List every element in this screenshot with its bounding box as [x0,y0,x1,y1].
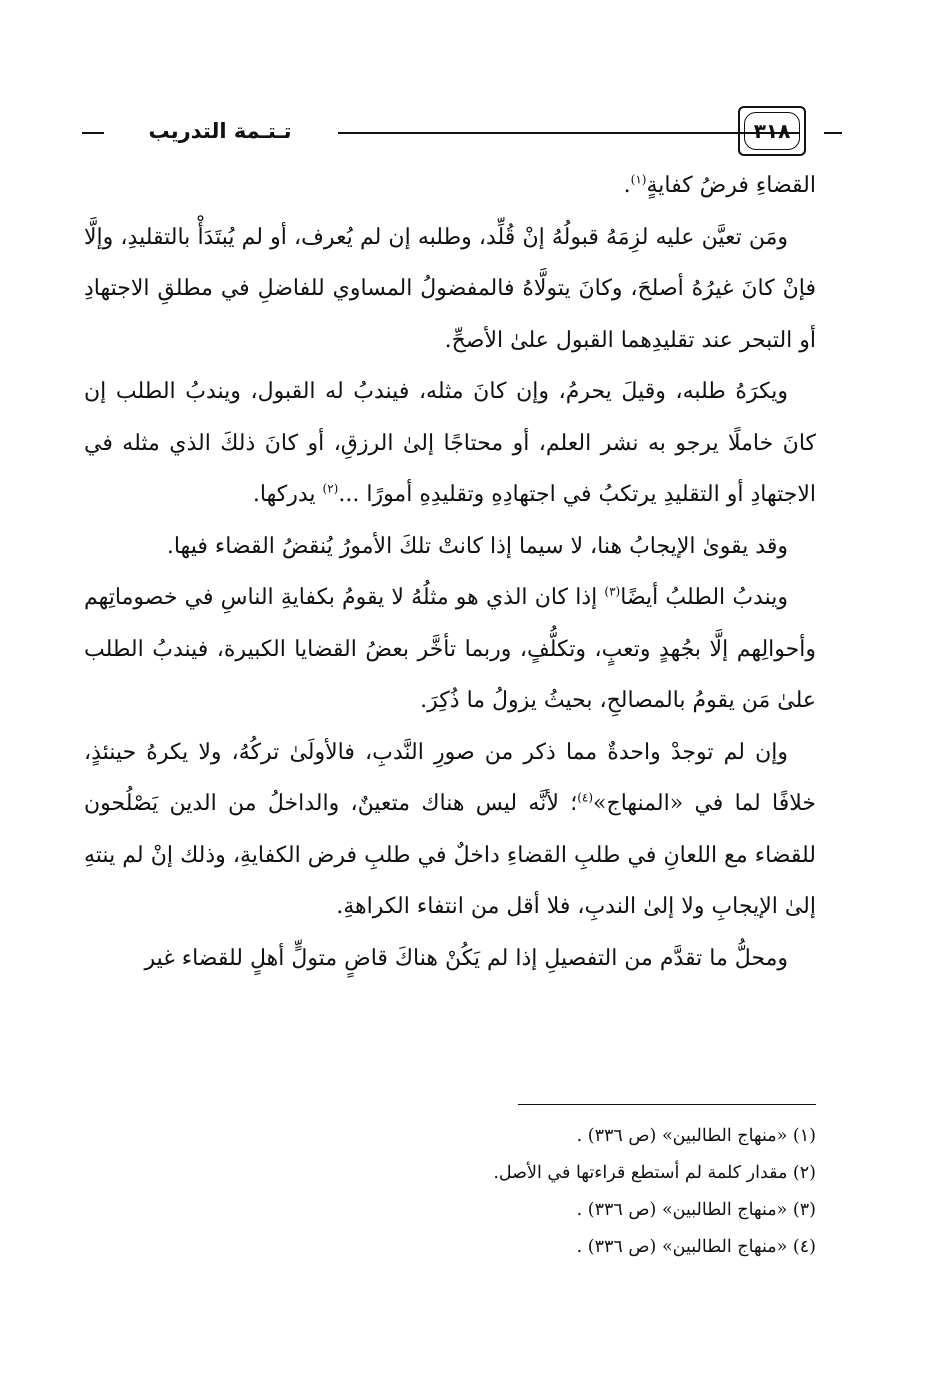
paragraph [84,572,816,727]
page-number: ٣١٨ [744,112,800,150]
main-text [84,160,816,984]
paragraph-text: ومَن تعيَّن عليه لزِمَهُ قبولُهُ إنْ قُلِّد، وطلبه إن لم يُعرف، أو لم يُبتَدَأْ بالتقليدِ، وإلَّا فإنْ كانَ غيرُهُ أصلحَ، وكانَ يتولَّاهُ فالمفضولُ المساوي للفاضلِ في مطلقِ الاجتهادِ أو التبحر عند تقليدِهما القبول علىٰ الأصحِّ. [84,224,816,353]
footnotes [120,1118,816,1266]
paragraph-text-cont: إذا كان الذي هو مثلُهُ لا يقومُ بكفايةِ الناسِ في خصوماتِهم وأحوالِهم إلَّا بجُهدٍ وتعبٍ، وتكلُّفٍ، وربما تأخَّر بعضُ القضايا الكبيرة، فيندبُ الطلب علىٰ مَن يقومُ بالمصالحِ، بحيثُ يزولُ ما ذُكِرَ. [84,585,816,713]
page-number-frame [738,106,806,156]
footnote-ref: (١) [630,172,647,187]
footnote-ref: (٤) [577,790,594,805]
header-dash-left [82,132,104,134]
paragraph [84,521,816,573]
paragraph [84,727,816,933]
footnote: (١) «منهاج الطالبين» (ص ٣٣٦) . [576,1126,816,1146]
footnote-ref: (٣) [604,584,621,599]
paragraph [84,160,816,212]
header-dash-right [824,132,842,134]
paragraph-text: وإن لم توجدْ واحدةٌ مما ذكر من صورِ النَّدبِ، فالأولَىٰ تركُهُ، ولا يكرهُ حينئذٍ، خلافًا لما في «المنهاج» [84,739,816,816]
footnote: (٣) «منهاج الطالبين» (ص ٣٣٦) . [576,1200,816,1220]
footnote-ref: (٢) [322,481,339,496]
footnote-separator [518,1104,816,1105]
running-header [80,104,862,164]
paragraph [84,366,816,521]
paragraph-text: وقد يقوىٰ الإيجابُ هنا، لا سيما إذا كانتْ تلكَ الأمورُ يُنقضُ القضاء فيها. [166,533,788,559]
paragraph-text-cont: . [623,173,631,198]
footnote: (٢) مقدار كلمة لم أستطع قراءتها في الأصل. [493,1163,816,1183]
running-title: تـتـمة التدريب [148,119,292,143]
paragraph-text: القضاءِ فرضُ كفايةٍ [646,173,816,198]
paragraph-text-cont: يدركها. [252,482,323,507]
header-rule [338,132,800,134]
paragraph-text: ويكرَهُ طلبه، وقيلَ يحرمُ، وإن كانَ مثله، فيندبُ له القبول، ويندبُ الطلب إن كانَ خاملًا يرجو به نشر العلم، أو محتاجًا إلىٰ الرزقِ، أو كانَ ذلكَ الذي مثله في الاجتهادِ أو التقليدِ يرتكبُ في اجتهادِهِ وتقليدِهِ أمورًا ... [84,379,816,507]
paragraph [84,212,816,367]
paragraph-text: ويندبُ الطلبُ أيضًا [620,585,788,610]
paragraph [84,933,816,985]
footnote: (٤) «منهاج الطالبين» (ص ٣٣٦) . [576,1237,816,1257]
paragraph-text: ومحلُّ ما تقدَّم من التفصيلِ إذا لم يَكُنْ هناكَ قاضٍ متولٍّ أهلٍ للقضاء غير [144,945,788,971]
paragraph-text-cont: ؛ لأنَّه ليس هناك متعينٌ، والداخلُ من الدين يَصْلُحون للقضاء مع اللعانِ في طلبِ القضاءِ داخلٌ في طلبِ فرض الكفايةِ، وذلك إنْ لم ينتهِ إلىٰ الإيجابِ ولا إلىٰ الندبِ، فلا أقل من انتفاء الكراهةِ. [84,791,816,919]
